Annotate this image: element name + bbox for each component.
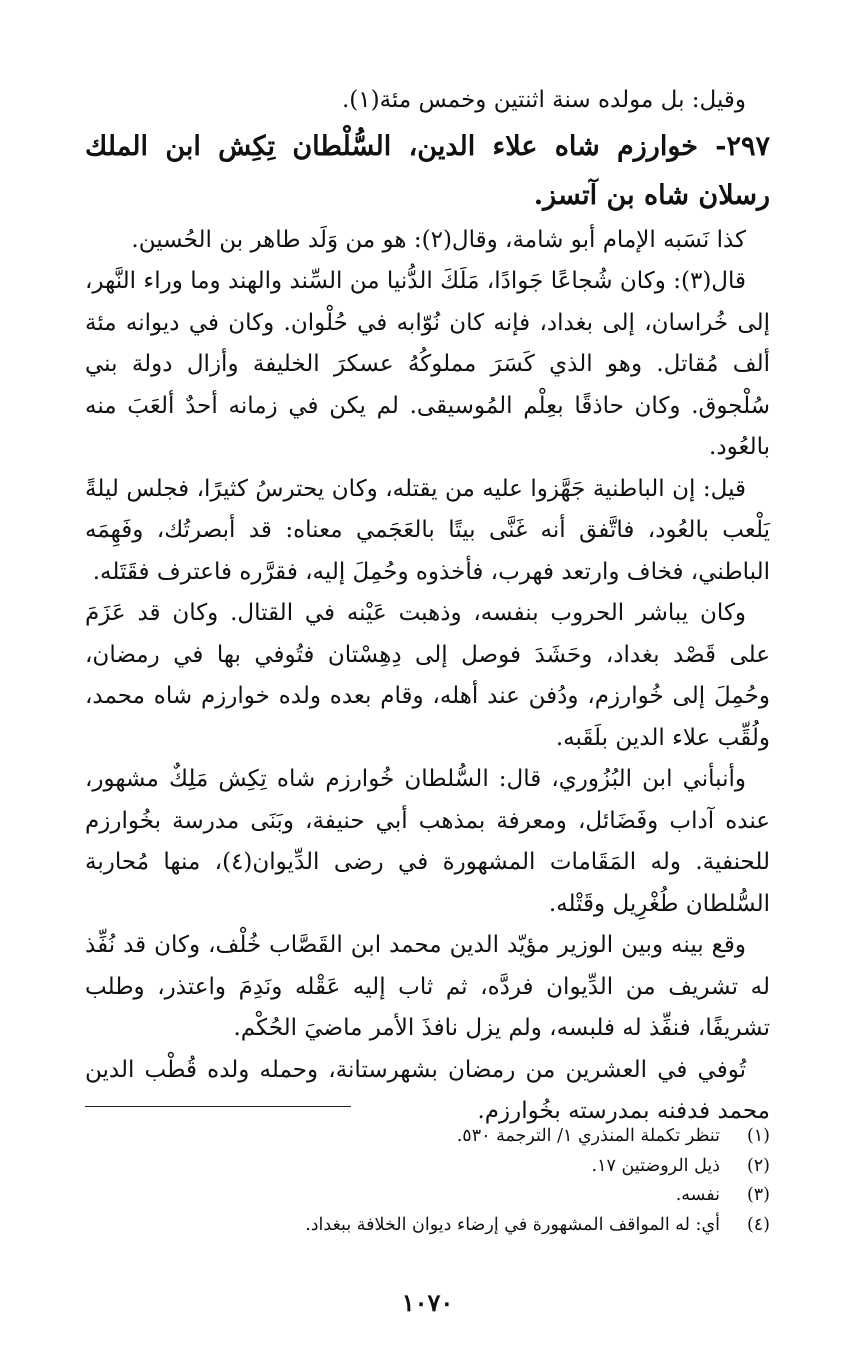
footnotes — [85, 1122, 770, 1240]
footnote-4 — [85, 1211, 770, 1241]
paragraph-5: وأنبأني ابن البُزُوري، قال: السُّلطان خُوارزم شاه تِكِش مَلِكٌ مشهور، عنده آداب وفَضَائل، ومعرفة بمذهب أبي حنيفة، وبَنَى مدرسة بخُوارزم للحنفية. وله المَقَامات المشهورة في رضى الدِّيوان(٤)، منها مُحاربة السُّلطان طُغْرِيل وقَتْله. — [85, 766, 770, 917]
footnote-text: ذيل الروضتين ١٧. — [591, 1155, 720, 1176]
opening-line: وقيل: بل مولده سنة اثنتين وخمس مئة(١). — [341, 87, 746, 113]
footnote-number: (٤) — [746, 1214, 770, 1235]
paragraph-1: كذا نَسَبه الإمام أبو شامة، وقال(٢): هو من وَلَد طاهر بن الحُسين. — [131, 226, 746, 253]
footnote-divider — [85, 1106, 351, 1107]
footnote-1 — [85, 1122, 770, 1152]
paragraph-6: وقع بينه وبين الوزير مؤيّد الدين محمد ابن القَصَّاب خُلْف، وكان قد نُفِّذ له تشريف من الدِّيوان فردَّه، ثم ثاب إليه عَقْله ونَدِمَ واعتذر، وطلب تشريفًا، فنفِّذ له فلبسه، ولم يزل نافذَ الأمر ماضيَ الحُكْم. — [85, 932, 770, 1041]
paragraph-3: قيل: إن الباطنية جَهَّزوا عليه من يقتله، وكان يحترسُ كثيرًا، فجلس ليلةً يَلْعب بالعُود، فاتَّفق أنه غَنَّى بيتًا بالعَجَمي معناه: قد أبصرتُك، وفَهِمَه الباطني، فخاف وارتعد فهرب، فأخذوه وحُمِلَ إليه، فقرَّره فاعترف فقَتَله. — [85, 475, 770, 585]
entry-heading: ٢٩٧- خوارزم شاه علاء الدين، السُّلْطان تِكِش ابن الملك رسلان شاه بن آتسز. — [85, 130, 770, 211]
paragraph-4: وكان يباشر الحروب بنفسه، وذهبت عَيْنه في القتال. وكان قد عَزَمَ على قَصْد بغداد، وحَشَدَ فوصل إلى دِهِسْتان فتُوفي بها في رمضان، وحُمِلَ إلى خُوارزم، ودُفن عند أهله، وقام بعده ولده خوارزم شاه محمد، ولُقِّب علاء الدين بلَقَبه. — [85, 600, 770, 751]
paragraph-7: تُوفي في العشرين من رمضان بشهرستانة، وحمله ولده قُطْب الدين محمد فدفنه بمدرسته بخُوارزم. — [85, 1056, 770, 1124]
page-number: ١٠٧٠ — [401, 1288, 454, 1317]
footnote-number: (١) — [746, 1126, 770, 1146]
footnote-number: (٣) — [746, 1185, 770, 1205]
footnote-number: (٢) — [746, 1155, 770, 1176]
footnote-3 — [85, 1181, 770, 1211]
footnote-2 — [85, 1152, 770, 1182]
footnote-text: تنظر تكملة المنذري ١/ الترجمة ٥٣٠. — [456, 1126, 720, 1146]
footnote-text: نفسه. — [675, 1185, 720, 1205]
paragraph-2: قال(٣): وكان شُجاعًا جَوادًا، مَلَكَ الدُّنيا من السِّند والهند وما وراء النَّهر، إلى خُراسان، إلى بغداد، فإنه كان نُوّابه في حُلْوان. وكان في ديوانه مئة ألف مُقاتل. وهو الذي كَسَرَ مملوكُهُ عسكرَ الخليفة وأزال دولة بني سُلْجوق. وكان حاذقًا بعِلْم المُوسيقى. لم يكن في زمانه أحدٌ ألعَبَ منه بالعُود. — [85, 268, 770, 460]
footnote-text: أي: له المواقف المشهورة في إرضاء ديوان الخلافة ببغداد. — [305, 1214, 720, 1235]
